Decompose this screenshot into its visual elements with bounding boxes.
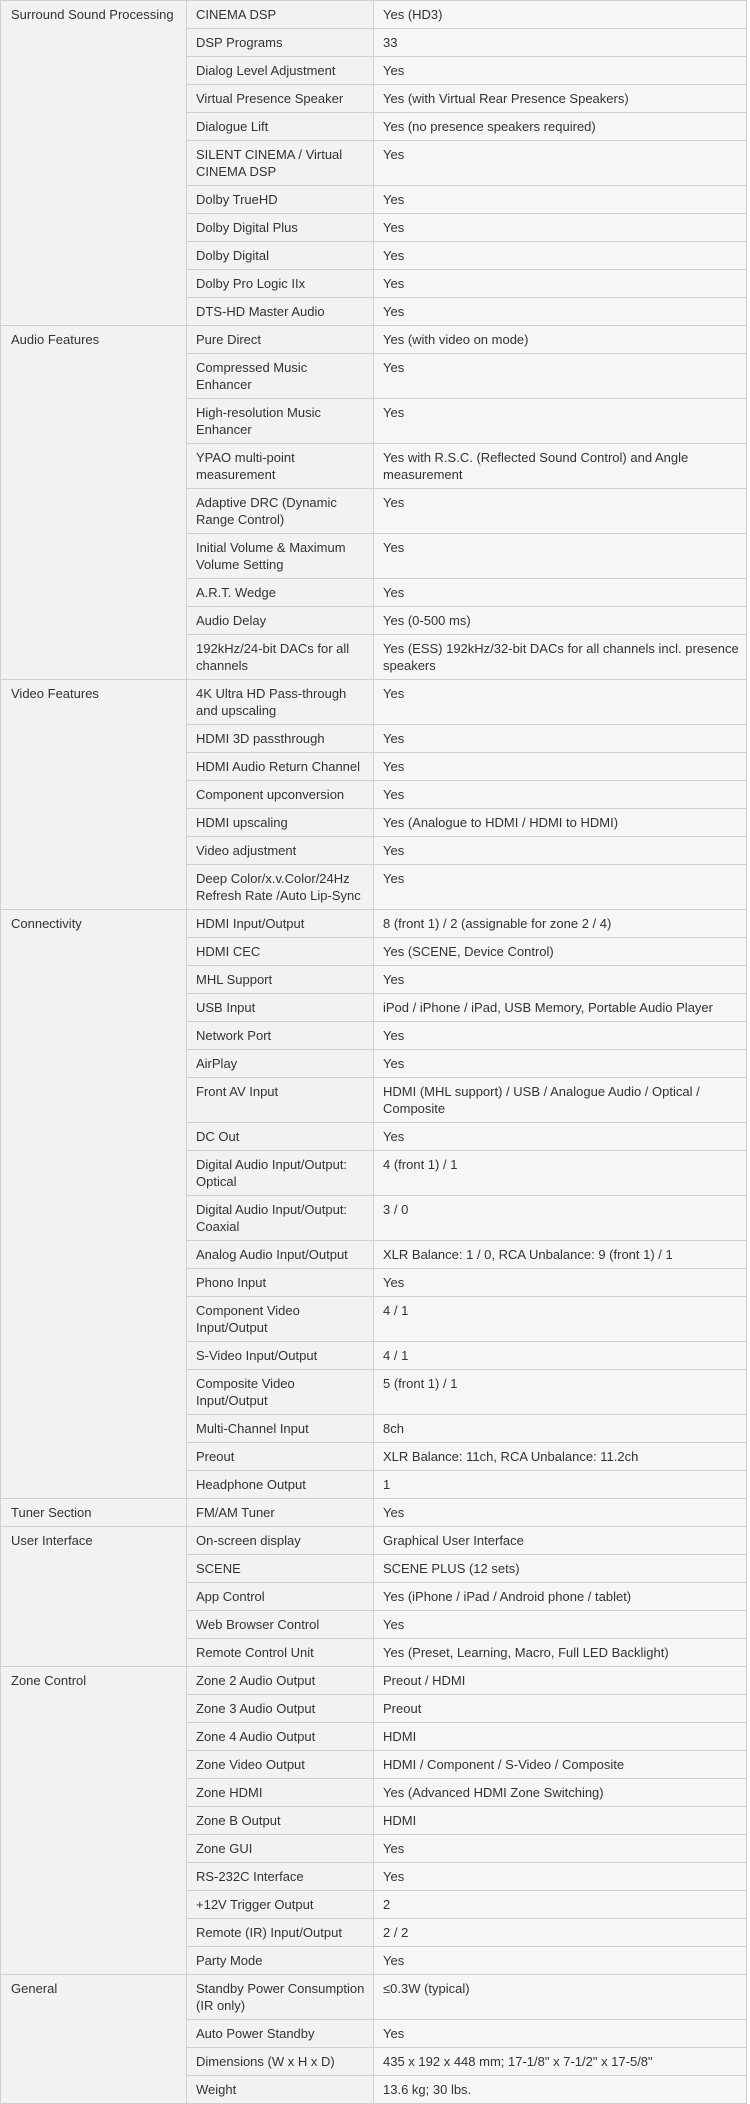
value-cell: Yes (374, 354, 747, 399)
value-cell: 3 / 0 (374, 1196, 747, 1241)
value-cell: Yes (374, 837, 747, 865)
value-cell: Yes (0-500 ms) (374, 607, 747, 635)
feature-cell: Analog Audio Input/Output (187, 1241, 374, 1269)
value-cell: Preout / HDMI (374, 1667, 747, 1695)
feature-cell: Component Video Input/Output (187, 1297, 374, 1342)
feature-cell: Component upconversion (187, 781, 374, 809)
value-cell: Yes (374, 725, 747, 753)
feature-cell: A.R.T. Wedge (187, 579, 374, 607)
feature-cell: SCENE (187, 1555, 374, 1583)
feature-cell: Web Browser Control (187, 1611, 374, 1639)
category-cell: Video Features (1, 680, 187, 910)
value-cell: Yes (374, 186, 747, 214)
value-cell: Graphical User Interface (374, 1527, 747, 1555)
value-cell: 4 (front 1) / 1 (374, 1151, 747, 1196)
feature-cell: HDMI Input/Output (187, 910, 374, 938)
feature-cell: Phono Input (187, 1269, 374, 1297)
value-cell: Yes (374, 2020, 747, 2048)
value-cell: Yes (374, 1499, 747, 1527)
feature-cell: Dimensions (W x H x D) (187, 2048, 374, 2076)
value-cell: Yes (374, 680, 747, 725)
value-cell: Yes (374, 966, 747, 994)
value-cell: 1 (374, 1471, 747, 1499)
value-cell: HDMI (374, 1807, 747, 1835)
feature-cell: SILENT CINEMA / Virtual CINEMA DSP (187, 141, 374, 186)
category-cell: Zone Control (1, 1667, 187, 1975)
feature-cell: Zone Video Output (187, 1751, 374, 1779)
value-cell: Yes (374, 865, 747, 910)
feature-cell: HDMI Audio Return Channel (187, 753, 374, 781)
value-cell: Yes (374, 1611, 747, 1639)
feature-cell: Remote Control Unit (187, 1639, 374, 1667)
feature-cell: Auto Power Standby (187, 2020, 374, 2048)
value-cell: Yes (374, 1123, 747, 1151)
feature-cell: Zone GUI (187, 1835, 374, 1863)
feature-cell: +12V Trigger Output (187, 1891, 374, 1919)
value-cell: Yes (Advanced HDMI Zone Switching) (374, 1779, 747, 1807)
table-row (1, 1527, 747, 1555)
feature-cell: FM/AM Tuner (187, 1499, 374, 1527)
feature-cell: App Control (187, 1583, 374, 1611)
feature-cell: AirPlay (187, 1050, 374, 1078)
value-cell: Yes (Preset, Learning, Macro, Full LED Backlight) (374, 1639, 747, 1667)
feature-cell: High-resolution Music Enhancer (187, 399, 374, 444)
value-cell: Yes (374, 1947, 747, 1975)
feature-cell: S-Video Input/Output (187, 1342, 374, 1370)
value-cell: Yes (ESS) 192kHz/32-bit DACs for all channels incl. presence speakers (374, 635, 747, 680)
value-cell: 4 / 1 (374, 1297, 747, 1342)
feature-cell: 4K Ultra HD Pass-through and upscaling (187, 680, 374, 725)
feature-cell: Preout (187, 1443, 374, 1471)
value-cell: Yes (with Virtual Rear Presence Speakers) (374, 85, 747, 113)
feature-cell: Composite Video Input/Output (187, 1370, 374, 1415)
table-row (1, 680, 747, 725)
value-cell: ≤0.3W (typical) (374, 1975, 747, 2020)
table-row (1, 1499, 747, 1527)
category-cell: Surround Sound Processing (1, 1, 187, 326)
value-cell: Yes (374, 1022, 747, 1050)
feature-cell: DSP Programs (187, 29, 374, 57)
feature-cell: Party Mode (187, 1947, 374, 1975)
feature-cell: DTS-HD Master Audio (187, 298, 374, 326)
table-row (1, 1, 747, 29)
value-cell: Yes (374, 399, 747, 444)
feature-cell: RS-232C Interface (187, 1863, 374, 1891)
value-cell: Yes with R.S.C. (Reflected Sound Control) and Angle measurement (374, 444, 747, 489)
table-row (1, 1975, 747, 2020)
value-cell: HDMI (MHL support) / USB / Analogue Audio / Optical / Composite (374, 1078, 747, 1123)
value-cell: 5 (front 1) / 1 (374, 1370, 747, 1415)
feature-cell: Dolby Pro Logic IIx (187, 270, 374, 298)
category-cell: User Interface (1, 1527, 187, 1667)
feature-cell: Zone 2 Audio Output (187, 1667, 374, 1695)
feature-cell: Remote (IR) Input/Output (187, 1919, 374, 1947)
feature-cell: Digital Audio Input/Output: Coaxial (187, 1196, 374, 1241)
feature-cell: Adaptive DRC (Dynamic Range Control) (187, 489, 374, 534)
feature-cell: HDMI CEC (187, 938, 374, 966)
feature-cell: Video adjustment (187, 837, 374, 865)
feature-cell: Network Port (187, 1022, 374, 1050)
feature-cell: Front AV Input (187, 1078, 374, 1123)
feature-cell: HDMI upscaling (187, 809, 374, 837)
value-cell: XLR Balance: 1 / 0, RCA Unbalance: 9 (front 1) / 1 (374, 1241, 747, 1269)
feature-cell: Zone HDMI (187, 1779, 374, 1807)
feature-cell: Dolby Digital (187, 242, 374, 270)
value-cell: Yes (374, 1269, 747, 1297)
value-cell: Yes (HD3) (374, 1, 747, 29)
value-cell: 4 / 1 (374, 1342, 747, 1370)
category-cell: Connectivity (1, 910, 187, 1499)
feature-cell: MHL Support (187, 966, 374, 994)
feature-cell: Headphone Output (187, 1471, 374, 1499)
spec-table-body (1, 1, 747, 2104)
feature-cell: Dolby TrueHD (187, 186, 374, 214)
value-cell: Yes (374, 141, 747, 186)
value-cell: Yes (374, 579, 747, 607)
value-cell: Yes (374, 1835, 747, 1863)
feature-cell: Zone 4 Audio Output (187, 1723, 374, 1751)
category-cell: General (1, 1975, 187, 2104)
feature-cell: Pure Direct (187, 326, 374, 354)
value-cell: Yes (374, 1863, 747, 1891)
value-cell: iPod / iPhone / iPad, USB Memory, Portable Audio Player (374, 994, 747, 1022)
value-cell: Preout (374, 1695, 747, 1723)
value-cell: Yes (Analogue to HDMI / HDMI to HDMI) (374, 809, 747, 837)
value-cell: 8ch (374, 1415, 747, 1443)
value-cell: Yes (374, 298, 747, 326)
table-row (1, 326, 747, 354)
value-cell: 2 (374, 1891, 747, 1919)
value-cell: HDMI / Component / S-Video / Composite (374, 1751, 747, 1779)
value-cell: Yes (with video on mode) (374, 326, 747, 354)
value-cell: Yes (374, 489, 747, 534)
value-cell: Yes (374, 781, 747, 809)
table-row (1, 1667, 747, 1695)
value-cell: HDMI (374, 1723, 747, 1751)
feature-cell: Audio Delay (187, 607, 374, 635)
value-cell: Yes (374, 753, 747, 781)
value-cell: 2 / 2 (374, 1919, 747, 1947)
feature-cell: YPAO multi-point measurement (187, 444, 374, 489)
feature-cell: Weight (187, 2076, 374, 2104)
feature-cell: Standby Power Consumption (IR only) (187, 1975, 374, 2020)
feature-cell: HDMI 3D passthrough (187, 725, 374, 753)
table-row (1, 910, 747, 938)
feature-cell: Initial Volume & Maximum Volume Setting (187, 534, 374, 579)
feature-cell: Dialogue Lift (187, 113, 374, 141)
value-cell: XLR Balance: 11ch, RCA Unbalance: 11.2ch (374, 1443, 747, 1471)
feature-cell: Digital Audio Input/Output: Optical (187, 1151, 374, 1196)
value-cell: Yes (374, 242, 747, 270)
feature-cell: Dolby Digital Plus (187, 214, 374, 242)
value-cell: Yes (374, 1050, 747, 1078)
value-cell: Yes (iPhone / iPad / Android phone / tablet) (374, 1583, 747, 1611)
category-cell: Audio Features (1, 326, 187, 680)
feature-cell: Compressed Music Enhancer (187, 354, 374, 399)
value-cell: SCENE PLUS (12 sets) (374, 1555, 747, 1583)
feature-cell: DC Out (187, 1123, 374, 1151)
value-cell: Yes (SCENE, Device Control) (374, 938, 747, 966)
feature-cell: Deep Color/x.v.Color/24Hz Refresh Rate /Auto Lip-Sync (187, 865, 374, 910)
feature-cell: USB Input (187, 994, 374, 1022)
feature-cell: 192kHz/24-bit DACs for all channels (187, 635, 374, 680)
feature-cell: On-screen display (187, 1527, 374, 1555)
feature-cell: Multi-Channel Input (187, 1415, 374, 1443)
value-cell: Yes (no presence speakers required) (374, 113, 747, 141)
value-cell: 13.6 kg; 30 lbs. (374, 2076, 747, 2104)
value-cell: 435 x 192 x 448 mm; 17-1/8" x 7-1/2" x 17-5/8" (374, 2048, 747, 2076)
feature-cell: Zone B Output (187, 1807, 374, 1835)
value-cell: Yes (374, 534, 747, 579)
feature-cell: CINEMA DSP (187, 1, 374, 29)
feature-cell: Dialog Level Adjustment (187, 57, 374, 85)
value-cell: Yes (374, 270, 747, 298)
feature-cell: Virtual Presence Speaker (187, 85, 374, 113)
feature-cell: Zone 3 Audio Output (187, 1695, 374, 1723)
value-cell: 8 (front 1) / 2 (assignable for zone 2 / 4) (374, 910, 747, 938)
value-cell: Yes (374, 214, 747, 242)
category-cell: Tuner Section (1, 1499, 187, 1527)
value-cell: Yes (374, 57, 747, 85)
value-cell: 33 (374, 29, 747, 57)
